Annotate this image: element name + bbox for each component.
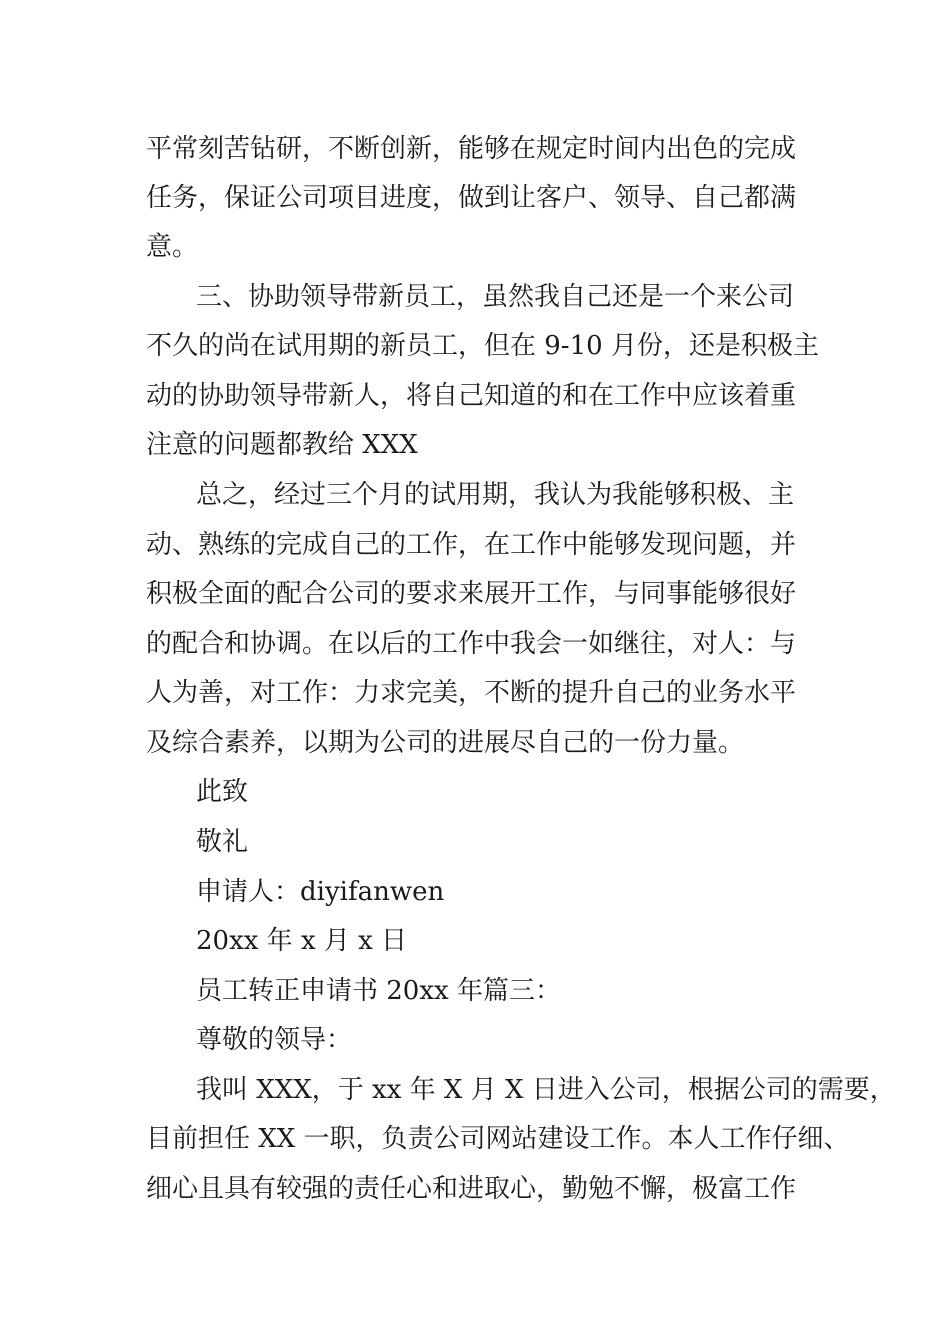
text-line: 动、熟练的完成自己的工作，在工作中能够发现问题，并 [146, 530, 797, 560]
text-line: 的配合和协调。在以后的工作中我会一如继往，对人：与 [146, 629, 797, 659]
closing-line: 此致 [196, 777, 249, 807]
text-line: 积极全面的配合公司的要求来展开工作，与同事能够很好 [146, 579, 797, 609]
text-line: 人为善，对工作：力求完美，不断的提升自己的业务水平 [146, 678, 797, 708]
text-line: 注意的问题都教给 XXX [146, 430, 418, 460]
closing-line: 敬礼 [196, 827, 249, 857]
text-line: 平常刻苦钻研，不断创新，能够在规定时间内出色的完成 [146, 134, 797, 164]
text-line: 动的协助领导带新人，将自己知道的和在工作中应该着重 [146, 381, 797, 411]
text-line: 我叫 XXX，于 xx 年 X 月 X 日进入公司，根据公司的需要， [196, 1075, 896, 1105]
text-line: 及综合素养，以期为公司的进展尽自己的一份力量。 [146, 728, 745, 758]
text-line: 意。 [146, 232, 199, 262]
applicant-line: 申请人：diyifanwen [196, 877, 445, 907]
text-line: 不久的尚在试用期的新员工，但在 9-10 月份，还是积极主 [146, 331, 819, 361]
text-line: 细心且具有较强的责任心和进取心，勤勉不懈，极富工作 [146, 1174, 797, 1204]
text-line: 目前担任 XX 一职，负责公司网站建设工作。本人工作仔细、 [146, 1124, 850, 1154]
text-line: 三、协助领导带新员工，虽然我自己还是一个来公司 [196, 282, 795, 312]
salutation-line: 尊敬的领导： [196, 1025, 353, 1055]
date-line: 20xx 年 x 月 x 日 [196, 926, 408, 956]
section-title: 员工转正申请书 20xx 年篇三： [196, 976, 561, 1006]
text-line: 任务，保证公司项目进度，做到让客户、领导、自己都满 [146, 183, 797, 213]
text-line: 总之，经过三个月的试用期，我认为我能够积极、主 [196, 480, 795, 510]
